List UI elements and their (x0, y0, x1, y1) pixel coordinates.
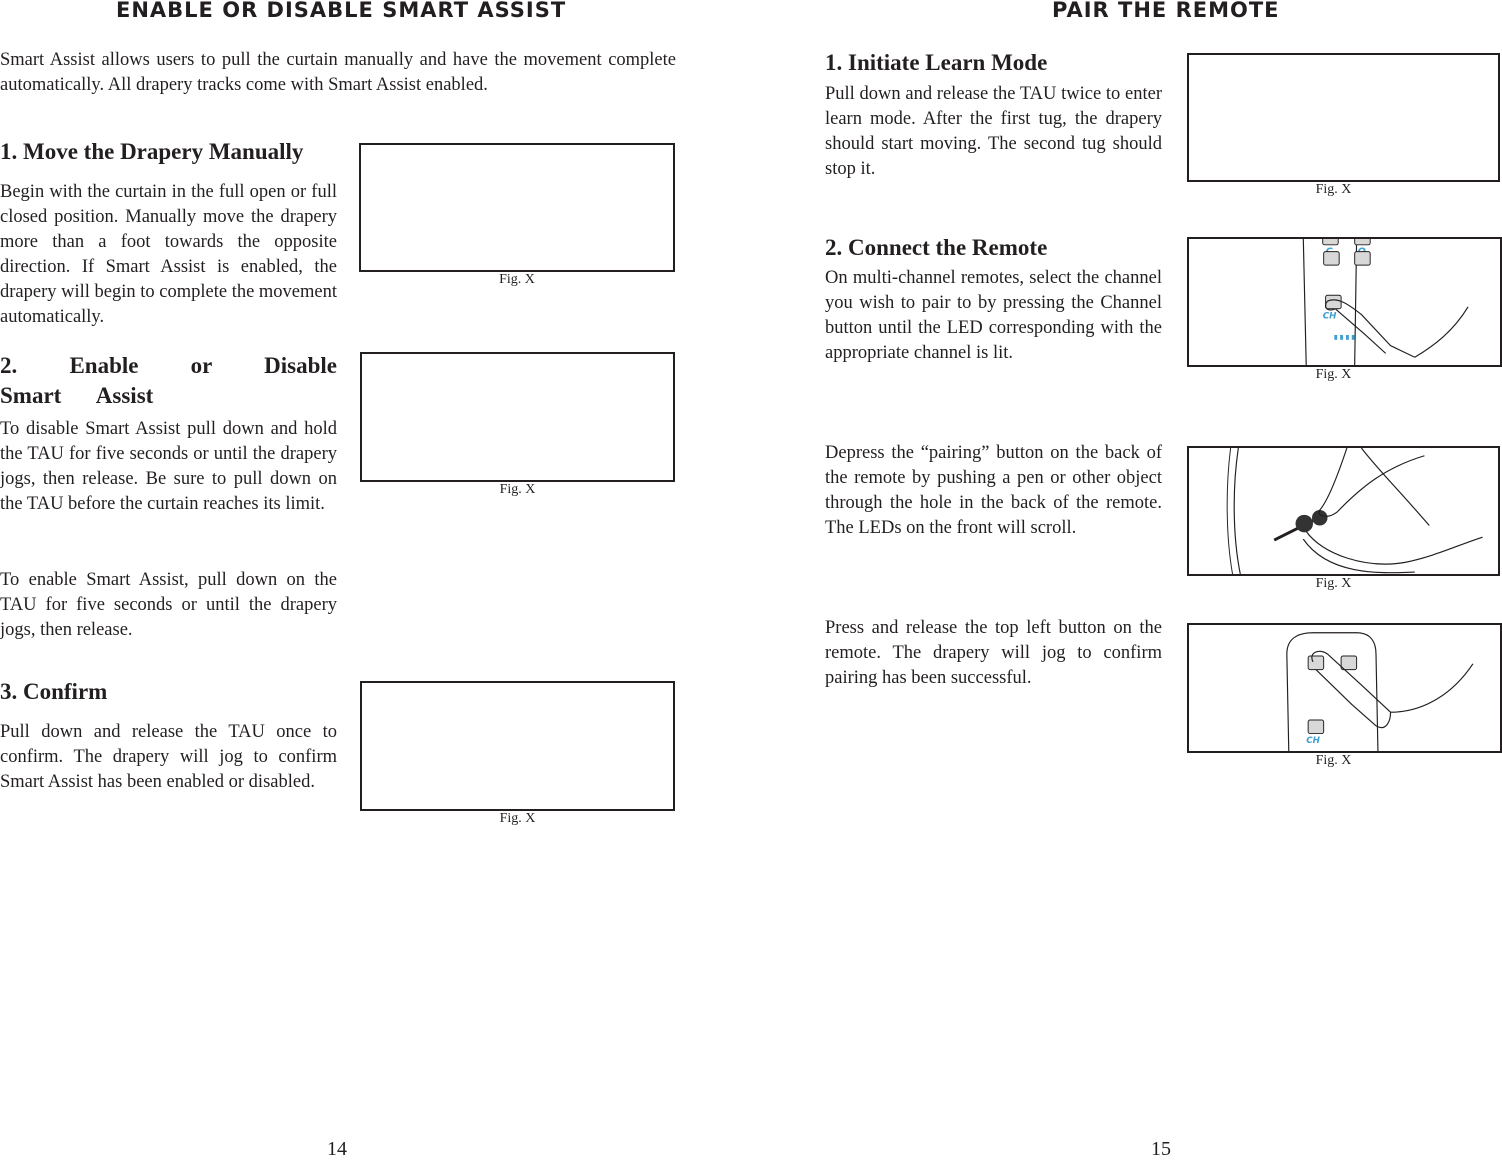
figure-caption: Fig. X (1315, 367, 1352, 382)
remote-press-illustration (1189, 625, 1500, 751)
pair-step-1-text: Pull down and release the TAU twice to enter learn mode. After the first tug, the drapery should start moving. The second tug should stop it. (825, 84, 1162, 179)
pair-step-1-title: 1. Initiate Learn Mode (825, 50, 1048, 75)
remote-channel-illustration (1189, 239, 1500, 365)
figure-caption: Fig. X (499, 811, 536, 826)
intro-text: Smart Assist allows users to pull the curtain manually and have the movement complete automatically. All drapery tracks come with Smart Assist enabled. (0, 50, 676, 95)
left-page-header: ENABLE OR DISABLE SMART ASSIST (116, 0, 567, 22)
figure-channel-select (1187, 237, 1502, 367)
remote-channel-label: CH (1306, 736, 1320, 747)
figure-pairing-button (1187, 446, 1500, 576)
right-page-header: PAIR THE REMOTE (1052, 0, 1280, 22)
step-3-text: Pull down and release the TAU once to confirm. The drapery will jog to confirm Smart Assist has been enabled or disabled. (0, 722, 337, 792)
figure-enable-disable (360, 352, 675, 482)
pair-step-2-title: 2. Connect the Remote (825, 235, 1048, 260)
step-1-title: 1. Move the Drapery Manually (0, 139, 304, 164)
remote-channel-label: CH (1322, 311, 1337, 322)
figure-caption: Fig. X (499, 482, 536, 497)
figure-caption: Fig. X (1315, 182, 1352, 197)
step-2-text-disable: To disable Smart Assist pull down and hold the TAU for five seconds or until the drapery jogs, then release. Be sure to pull down on the TAU before the curtain reaches its limit. (0, 419, 337, 514)
pen-in-remote-illustration (1189, 448, 1498, 574)
figure-caption: Fig. X (1315, 576, 1352, 591)
pair-step-2-text: On multi-channel remotes, select the channel you wish to pair to by pressing the Channel button until the LED corresponding with the appropriate channel is lit. (825, 268, 1162, 363)
step-1-text: Begin with the curtain in the full open or full closed position. Manually move the drapery more than a foot towards the opposite direction. If Smart Assist is enabled, the drapery will begin to complete the movement automatically. (0, 182, 338, 327)
figure-top-left-button (1187, 623, 1502, 753)
step-3-title: 3. Confirm (0, 679, 108, 704)
page-number-right: 15 (1151, 1138, 1171, 1160)
figure-confirm (360, 681, 675, 811)
page-number-left: 14 (327, 1138, 347, 1160)
figure-caption: Fig. X (499, 272, 535, 287)
step-2-title: 2. Enable or Disable Smart Assist (0, 353, 337, 408)
pair-step-3-text: Depress the “pairing” button on the back of the remote by pushing a pen or other object through the hole in the back of the remote. The LEDs on the front will scroll. (825, 443, 1162, 538)
pair-step-4-text: Press and release the top left button on the remote. The drapery will jog to confirm pairing has been successful. (825, 618, 1162, 688)
figure-move-drapery (359, 143, 675, 272)
figure-learn-mode (1187, 53, 1500, 182)
step-2-text-enable: To enable Smart Assist, pull down on the TAU for five seconds or until the drapery jogs, then release. (0, 570, 337, 640)
figure-caption: Fig. X (1315, 753, 1352, 768)
